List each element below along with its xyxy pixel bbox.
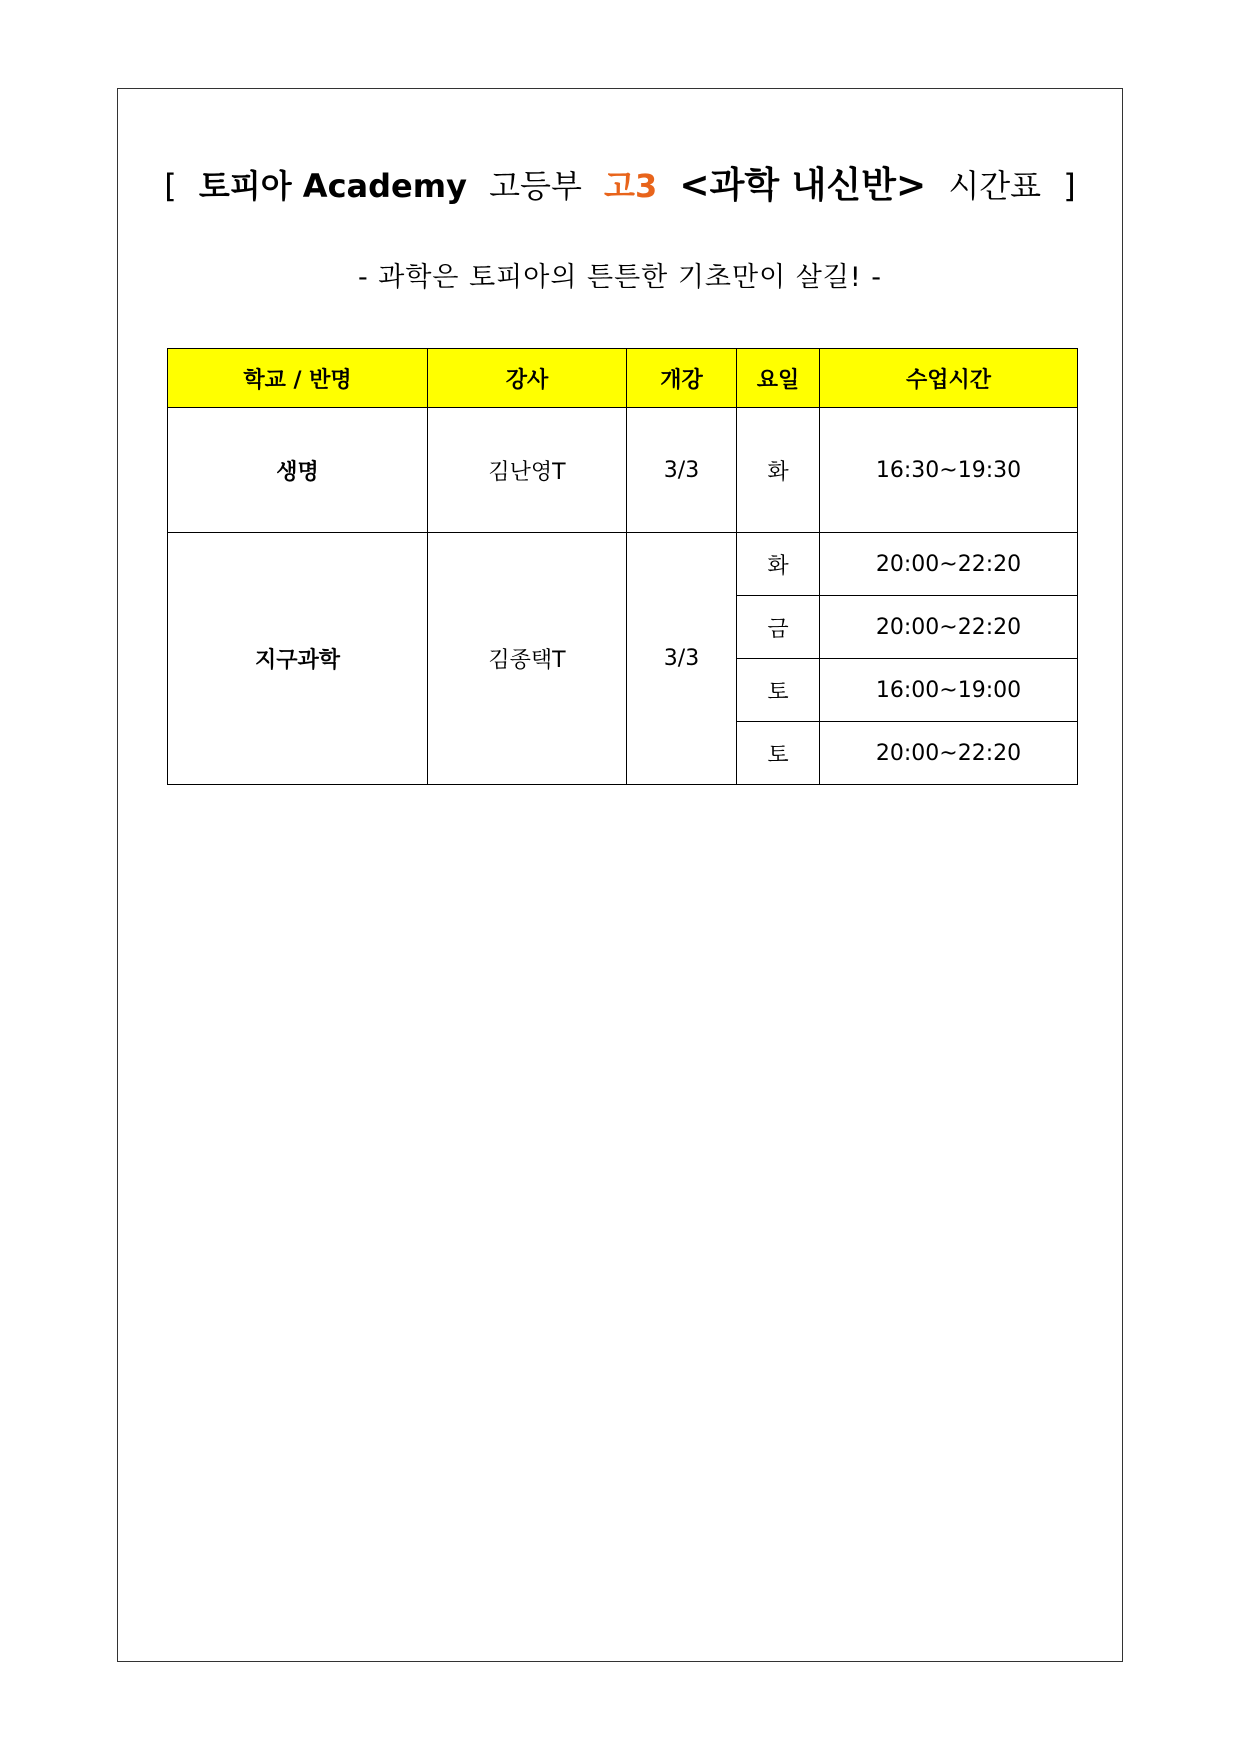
day-cell: 토 xyxy=(737,722,820,785)
day-cell: 금 xyxy=(737,596,820,659)
day-cell: 화 xyxy=(737,533,820,596)
time-cell: 20:00~22:20 xyxy=(820,722,1078,785)
header-teacher: 강사 xyxy=(428,349,627,408)
schedule-table xyxy=(167,348,1078,785)
header-class-time: 수업시간 xyxy=(820,349,1078,408)
title-class-name: <과학 내신반> xyxy=(679,165,927,206)
time-cell: 20:00~22:20 xyxy=(820,533,1078,596)
header-start: 개강 xyxy=(627,349,737,408)
page-title xyxy=(0,160,1240,210)
table-row xyxy=(168,533,1078,596)
start-cell: 3/3 xyxy=(627,533,737,785)
title-close-bracket: ] xyxy=(1063,167,1076,205)
subject-cell: 생명 xyxy=(168,408,428,533)
page-border xyxy=(117,88,1123,1662)
teacher-cell: 김난영T xyxy=(428,408,627,533)
table-row xyxy=(168,408,1078,533)
title-open-bracket: [ xyxy=(164,167,177,205)
subject-cell: 지구과학 xyxy=(168,533,428,785)
time-cell: 16:00~19:00 xyxy=(820,659,1078,722)
subtitle: - 과학은 토피아의 튼튼한 기초만이 살길! - xyxy=(357,262,883,293)
title-department: 고등부 xyxy=(489,167,582,205)
header-school-class: 학교 / 반명 xyxy=(168,349,428,408)
title-grade: 고3 xyxy=(604,167,658,205)
start-cell: 3/3 xyxy=(627,408,737,533)
day-cell: 화 xyxy=(737,408,820,533)
title-schedule-word: 시간표 xyxy=(948,167,1042,205)
title-brand: 토피아 Academy xyxy=(198,167,467,205)
day-cell: 토 xyxy=(737,659,820,722)
teacher-cell: 김종택T xyxy=(428,533,627,785)
table-header-row xyxy=(168,349,1078,408)
time-cell: 16:30~19:30 xyxy=(820,408,1078,533)
time-cell: 20:00~22:20 xyxy=(820,596,1078,659)
header-day: 요일 xyxy=(737,349,820,408)
